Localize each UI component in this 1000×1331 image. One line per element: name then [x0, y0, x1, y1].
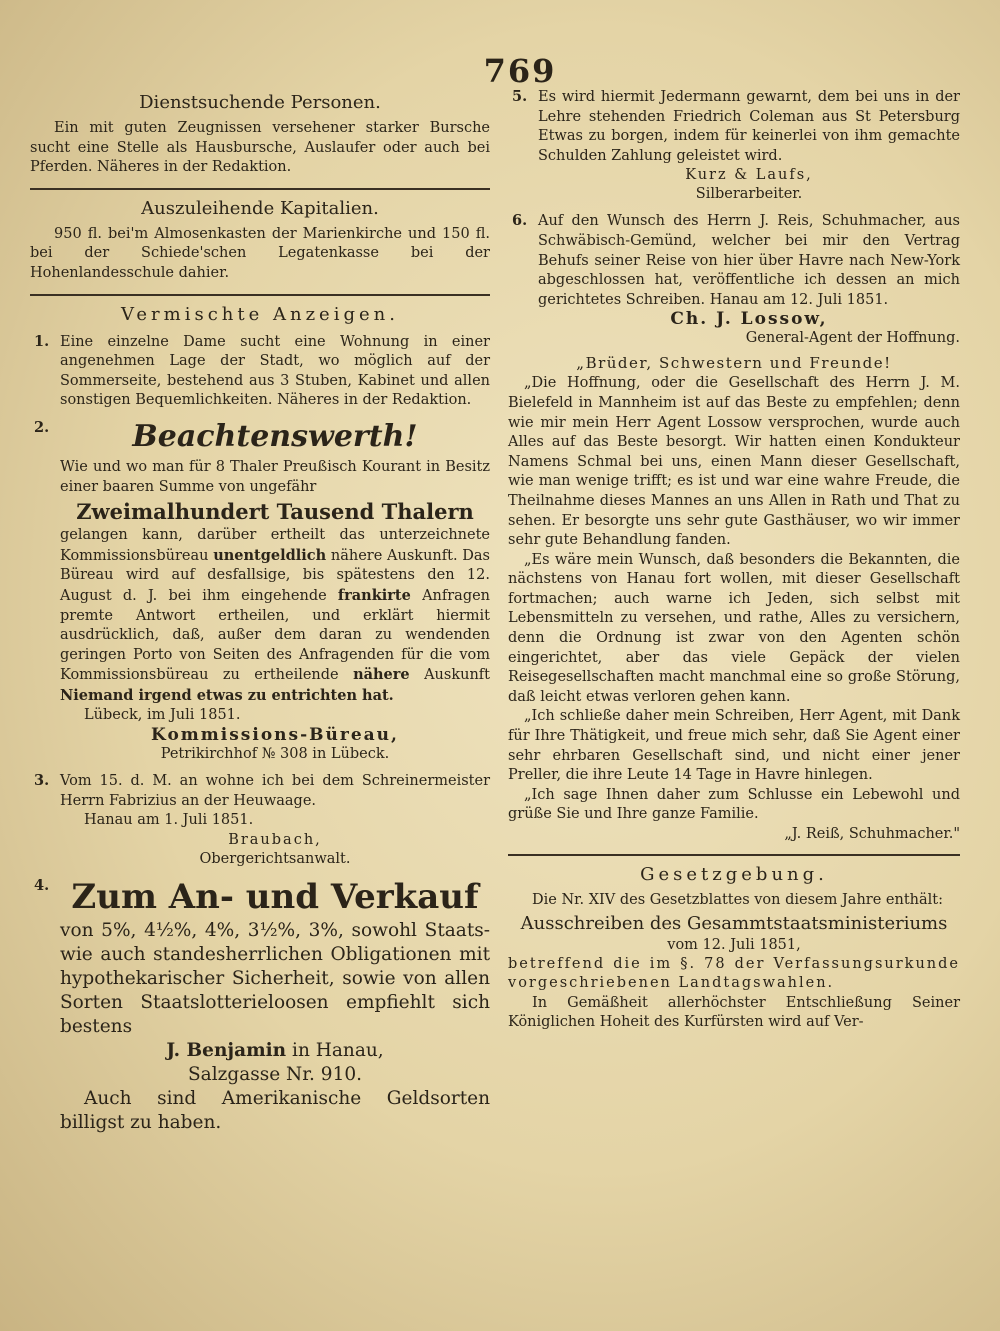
ad-3-place-date: Hanau am 1. Juli 1851.	[84, 812, 254, 829]
page-number: 769	[483, 52, 557, 90]
ad-3-signature-title: Obergerichtsanwalt.	[199, 850, 351, 867]
ad-4-signature: J. Benjamin in Hanau,	[166, 1039, 384, 1061]
letter-paragraph: „Die Hoffnung, oder die Gesellschaft des Herrn J. M. Bielefeld in Mannheim ist auf das Beste zu empfehlen; denn wie mir mein Herr Agent Lossow versprochen, wurde auch Alles auf das Beste besorgt. Wir hatten einen Kondukteur Namens Schmal bei uns, einen Mann dieser Gesellschaft, wie man wenige trifft; es ist und war eine wahre Freude, die Theilnahme dieses Mannes an uns Allen in Rath und That zu sehen. Er besorgte uns sehr gute Gasthäuser, wo wir immer sehr gute Behandlung fanden.	[508, 375, 960, 549]
ad-number: 5.	[512, 88, 528, 105]
ad-2-amount: Zweimalhundert Tausend Thalern	[76, 499, 474, 525]
ad-4	[30, 877, 490, 1135]
section-title-gesetzgebung: Gesetzgebung.	[640, 864, 828, 885]
ad-6-body: Auf den Wunsch des Herrn J. Reis, Schuhmacher, aus Schwäbisch-Gemünd, welcher bei mir den Vertrag Behufs seiner Reise von hier über Havre nach New-York abgeschlossen hat, veröffentliche ich dessen an mich gerichtetes Schreiben. Hanau am 12. Juli 1851.	[538, 213, 960, 308]
ad-2-body: gelangen kann, darüber ertheilt das unterzeichnete Kommissionsbüreau unentgeldlich nähere Auskunft. Das Büreau wird auf desfallsige, bis spätestens den 12. August d. J. bei ihm eingehende frankirte Anfragen premte Antwort ertheilen, und erklärt hiermit ausdrücklich, daß, außer dem daran zu wendenden geringen Porto von Seiten des Anfragenden für die vom Kommissionsbüreau zu ertheilende nähere Auskunft Niemand irgend etwas zu entrichten hat.	[60, 527, 491, 704]
ad-4-body: von 5%, 4½%, 4%, 3½%, 3%, sowohl Staats- wie auch standesherrlichen Obligationen mit hypothekarischer Sicherheit, sowie von allen Sorten Staatslotterieloosen empfiehlt sich bestens	[60, 919, 490, 1037]
letter-signature: „J. Reiß, Schuhmacher."	[784, 826, 960, 842]
ad-6-signature-title: General-Agent der Hoffnung.	[745, 330, 960, 347]
divider	[30, 188, 490, 190]
section-title-vermischte: Vermischte Anzeigen.	[121, 303, 399, 325]
law-date: vom 12. Juli 1851,	[667, 936, 801, 953]
ad-5-signature-name: Kurz & Laufs,	[685, 167, 813, 184]
ad-2-signature: Kommissions-Büreau,	[151, 725, 399, 746]
ad-4-tail: Auch sind Amerikanische Geldsorten billigst zu haben.	[60, 1087, 490, 1133]
ad-2-headline: Beachtenswerth!	[132, 418, 418, 454]
ad-number: 6.	[512, 212, 528, 230]
ad-4-address: Salzgasse Nr. 910.	[187, 1063, 362, 1085]
letter-paragraph: „Ich sage Ihnen daher zum Schlusse ein Lebewohl und grüße Sie und Ihre ganze Familie.	[508, 786, 960, 823]
ad-5	[508, 88, 960, 204]
ad-2-address: Petrikirchhof № 308 in Lübeck.	[160, 746, 390, 763]
ad-1	[30, 333, 490, 411]
law-text: In Gemäßheit allerhöchster Entschließung Seiner Königlichen Hoheit des Kurfürsten wird auf Ver-	[508, 994, 960, 1031]
letter-greeting: „Brüder, Schwestern und Freunde!	[576, 354, 892, 373]
ad-2-place-date: Lübeck, im Juli 1851.	[84, 707, 241, 724]
law-heading: Ausschreiben des Gesammtstaatsministeriums	[520, 912, 948, 934]
ad-2	[30, 419, 490, 764]
ad-3-signature-name: Braubach,	[228, 831, 322, 848]
ad-2-intro: Wie und wo man für 8 Thaler Preußisch Kourant in Besitz einer baaren Summe von ungefähr	[60, 458, 490, 495]
ad-5-body: Es wird hiermit Jedermann gewarnt, dem bei uns in der Lehre stehenden Friedrich Coleman aus St Petersburg Etwas zu borgen, indem für keinerlei von ihm gemachte Schulden Zahlung geleistet wird.	[538, 89, 960, 164]
ad-6-signature-name: Ch. J. Lossow,	[670, 309, 828, 330]
section-title-dienstsuchende: Dienstsuchende Personen.	[139, 92, 381, 113]
divider	[508, 854, 960, 856]
law-intro: Die Nr. XIV des Gesetzblattes von diesem Jahre enthält:	[532, 892, 943, 908]
section-body-dienstsuchende: Ein mit guten Zeugnissen versehener starker Bursche sucht eine Stelle als Hausbursche, Auslaufer oder auch bei Pferden. Näheres in der Redaktion.	[30, 120, 490, 176]
ad-4-title: Zum An- und Verkauf	[71, 876, 479, 917]
letter-paragraph: „Ich schließe daher mein Schreiben, Herr Agent, mit Dank für Ihre Thätigkeit, und freue mich sehr, daß Sie Agent einer sehr ehrbaren Gesellschaft sind, und nicht einer jener Preller, die ihre Leute 14 Tage in Havre hinlegen.	[508, 708, 960, 784]
letter-paragraph: „Es wäre mein Wunsch, daß besonders die Bekannten, die nächstens von Hanau fort wollen, mit dieser Gesellschaft fortmachen; auch warne ich Jeden, sich selbst mit Lebensmitteln zu versehen, und rathe, Alles zu versichern, denn die Ordnung ist zwar von den Agenten schön eingerichtet, aber das viele Gepäck der vielen Reisegesellschaften macht manchmal eine so große Störung, daß leicht etwas verloren gehen kann.	[508, 551, 960, 705]
ad-1-body: Eine einzelne Dame sucht eine Wohnung in einer angenehmen Lage der Stadt, wo möglich auf der Sommerseite, bestehend aus 3 Stuben, Kabinet und allen sonstigen Bequemlichkeiten. Näheres in der Redaktion.	[60, 333, 490, 409]
section-title-kapitalien: Auszuleihende Kapitalien.	[141, 197, 379, 219]
ad-3	[30, 772, 490, 869]
left-column	[30, 88, 490, 1135]
ad-number: 3.	[34, 772, 50, 790]
right-column	[508, 88, 960, 1033]
law-subject: betreffend die im §. 78 der Verfassungsurkunde vorgeschriebenen Landtagswahlen.	[508, 955, 960, 992]
divider	[30, 294, 490, 296]
ad-number: 1.	[34, 332, 50, 350]
ad-number: 2.	[34, 418, 50, 436]
ad-5-signature-title: Silberarbeiter.	[695, 186, 803, 203]
section-body-kapitalien: 950 fl. bei'm Almosenkasten der Marienkirche und 150 fl. bei der Schiede'schen Legatenkasse bei der Hohenlandesschule dahier.	[30, 225, 490, 281]
ad-6	[508, 212, 960, 348]
ad-3-body: Vom 15. d. M. an wohne ich bei dem Schreinermeister Herrn Fabrizius an der Heuwaage.	[60, 773, 490, 809]
ad-number: 4.	[34, 876, 50, 894]
